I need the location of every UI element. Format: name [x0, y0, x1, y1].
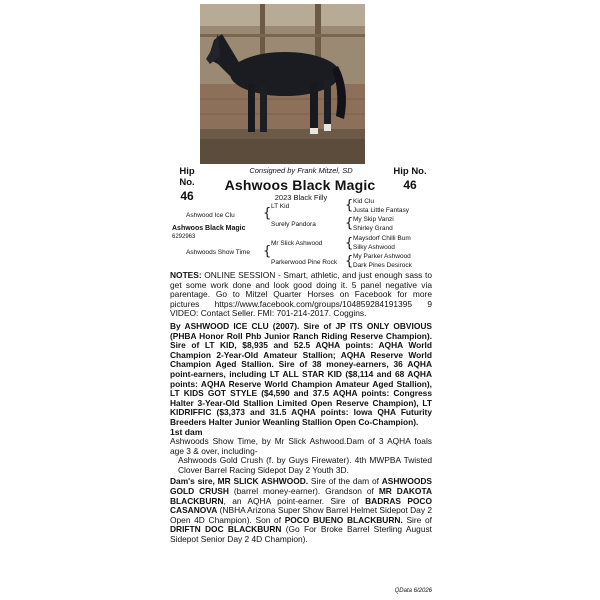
- pedigree-brace: {: [345, 198, 354, 213]
- dams-sire-text: (NBHA Arizona Super Show Barrel Helmet Sidepot Day 2 Open 4D Champion). Son of: [170, 505, 432, 525]
- consignor-line: Consigned by Frank Mitzel, SD: [249, 166, 353, 175]
- notes-text: ONLINE SESSION - Smart, athletic, and just enough sass to get some work done and look good doing it. 5 panel negative via parentage. Go to Mitzel Quarter Horses on Facebook for more pictures https://www.facebook.com/groups/104859284191395 9 VIDEO: Contact Seller. FMI: 701-214-2017. Coggins.: [170, 270, 432, 319]
- horse-name: Ashwoos Black Magic: [224, 177, 376, 193]
- pedigree-brace: {: [263, 206, 272, 221]
- pedigree-sire-dam: Surely Pandora: [271, 221, 316, 228]
- pedigree-brace: {: [345, 216, 354, 231]
- dams-sire-text: , an AQHA point-earner. Sire of: [223, 495, 366, 506]
- pedigree-g3-5: Maysdorf Chilli Bum: [353, 235, 411, 242]
- pedigree-horse: Ashwoos Black Magic: [172, 225, 246, 232]
- sire-info-paragraph: By ASHWOOD ICE CLU (2007). Sire of JP ITS ONLY OBVIOUS (PHBA Honor Roll Phb Junior Ranch Riding Reserve Champion). Sire of LT KID, $8,935 and 52.5 AQHA points: AQHA World Champion 2-Year-Old Amateur Stallion; AQHA Reserve World Champion Aged Stallion. Sire of 38 money-earners, 36 AQHA point-earners, including LT ALL STAR KID ($8,114 and 68 AQHA points: AQHA Reserve World Champion Amateur Aged Stallion), LT KIDS GOT STYLE ($4,590 and 37.5 AQHA points: Congress Halter 3-Year-Old Stallion Limited Open Reserve Champion), LT KIDRIFFIC ($3,373 and 31.5 AQHA points: Iowa QHA Futurity Breeders Halter Junior Weanling Stallion Open Co-Champion).: [170, 320, 432, 427]
- notes-label: NOTES:: [170, 270, 202, 280]
- dams-sire-text: Sire of the dam of: [308, 476, 382, 487]
- footer-note: QData 6/2026: [394, 588, 432, 594]
- pedigree-g3-7: My Parker Ashwood: [353, 253, 411, 260]
- catalog-page: [170, 0, 432, 600]
- pedigree-brace: {: [263, 244, 272, 259]
- dams-sire-bold: POCO BUENO BLACKBURN.: [284, 514, 403, 525]
- pedigree-g3-3: My Skip Vanzi: [353, 216, 394, 223]
- pedigree-reg-number: 6292963: [172, 234, 196, 240]
- pedigree-brace: {: [345, 236, 354, 251]
- pedigree-dam: Ashwoods Show Time: [186, 249, 250, 256]
- horse-photo: [200, 4, 365, 164]
- dams-sire-text: Sire of: [402, 514, 432, 525]
- dams-sire-heading: Dam's sire, MR SLICK ASHWOOD.: [170, 476, 309, 487]
- first-dam-produce: Ashwoods Gold Crush (f. by Guys Firewater). 4th MWPBA Twisted Clover Barrel Racing Sidepot Day 2 Youth 3D.: [178, 455, 432, 475]
- first-dam-heading: 1st dam: [170, 426, 203, 437]
- pedigree-g3-8: Dark Pines Desirock: [353, 262, 412, 269]
- pedigree-sire: Ashwood Ice Clu: [186, 212, 235, 219]
- hip-number-right: [390, 166, 430, 192]
- hip-label: Hip No.: [179, 166, 195, 188]
- pedigree-dam-dam: Parkerwood Pine Rock: [271, 259, 338, 266]
- first-dam-line: Ashwoods Show Time, by Mr Slick Ashwood.Dam of 3 AQHA foals age 3 & over, including-: [170, 436, 432, 456]
- dams-sire-paragraph: [170, 477, 432, 544]
- dams-sire-bold: BADRAS POCO CASANOVA: [170, 495, 432, 516]
- pedigree-g3-6: Silky Ashwood: [353, 244, 395, 251]
- notes-paragraph: [170, 271, 432, 319]
- catalog-notes-body: [170, 271, 432, 545]
- pedigree-dam-sire: Mr Slick Ashwood: [271, 240, 323, 247]
- dams-sire-bold: MR DAKOTA BLACKBURN: [170, 486, 432, 506]
- pedigree-brace: {: [345, 254, 354, 269]
- dams-sire-text: (barrel money-earner). Grandson of: [228, 486, 379, 497]
- horse-description: 2023 Black Filly: [274, 193, 328, 202]
- pedigree-sire-sire: LT Kid: [271, 203, 290, 210]
- hip-number: 46: [403, 178, 417, 192]
- pedigree-g3-2: Justa Little Fantasy: [353, 207, 409, 214]
- hip-number: 46: [180, 189, 194, 203]
- dams-sire-bold: ASHWOODS GOLD CRUSH: [170, 476, 432, 497]
- dams-sire-text: (Go For Broke Barrel Sterling August Sidepot Senior Day 2 4D Champion).: [170, 524, 432, 545]
- hip-label: Hip No.: [393, 166, 427, 177]
- pedigree-g3-1: Kid Clu: [353, 198, 374, 205]
- dams-sire-bold: DRIFTN DOC BLACKBURN: [170, 524, 282, 535]
- pedigree-g3-4: Shirley Grand: [353, 225, 393, 232]
